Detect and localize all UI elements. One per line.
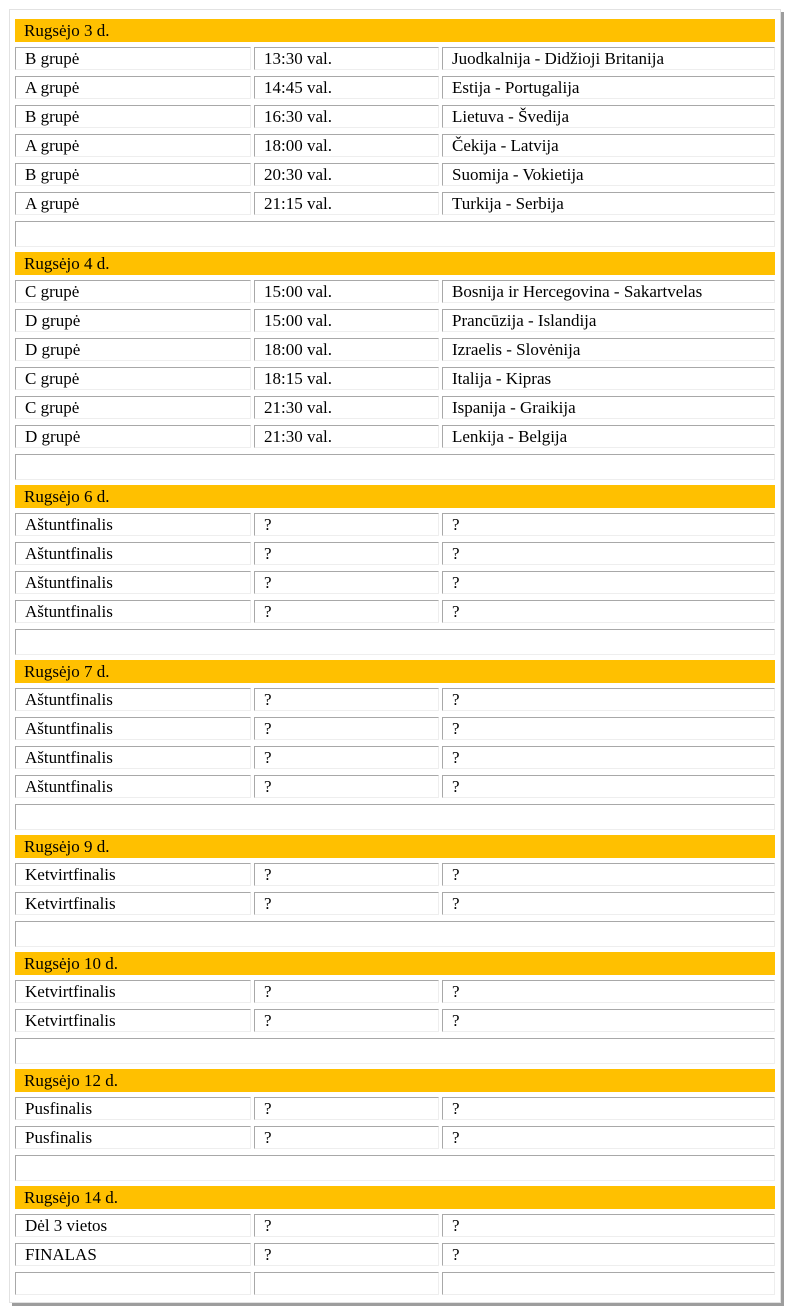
match-cell: ? <box>442 980 775 1003</box>
time-cell <box>254 1272 439 1295</box>
stage-cell: Ketvirtfinalis <box>15 892 251 915</box>
time-cell: 18:00 val. <box>254 338 439 361</box>
spacer-row <box>15 1038 775 1064</box>
match-cell: ? <box>442 1009 775 1032</box>
match-cell: ? <box>442 688 775 711</box>
table-row <box>15 338 775 361</box>
schedule-table <box>15 19 775 1301</box>
time-cell: 20:30 val. <box>254 163 439 186</box>
spacer-row <box>15 454 775 480</box>
match-cell: ? <box>442 542 775 565</box>
stage-cell: FINALAS <box>15 1243 251 1266</box>
stage-cell: Ketvirtfinalis <box>15 1009 251 1032</box>
match-cell: Bosnija ir Hercegovina - Sakartvelas <box>442 280 775 303</box>
table-row <box>15 1272 775 1295</box>
time-cell: 18:00 val. <box>254 134 439 157</box>
table-row <box>15 163 775 186</box>
match-cell: Italija - Kipras <box>442 367 775 390</box>
match-cell: Estija - Portugalija <box>442 76 775 99</box>
table-row <box>15 105 775 128</box>
table-row <box>15 425 775 448</box>
stage-cell: Aštuntfinalis <box>15 746 251 769</box>
table-row <box>15 717 775 740</box>
time-cell: ? <box>254 746 439 769</box>
table-row <box>15 688 775 711</box>
time-cell: ? <box>254 717 439 740</box>
page-frame <box>9 9 781 1303</box>
match-cell: Prancūzija - Islandija <box>442 309 775 332</box>
stage-cell: D grupė <box>15 338 251 361</box>
time-cell: ? <box>254 688 439 711</box>
table-row <box>15 192 775 215</box>
table-row <box>15 134 775 157</box>
match-cell: Lietuva - Švedija <box>442 105 775 128</box>
stage-cell: Ketvirtfinalis <box>15 980 251 1003</box>
match-cell: ? <box>442 717 775 740</box>
time-cell: ? <box>254 1009 439 1032</box>
stage-cell: Pusfinalis <box>15 1126 251 1149</box>
match-cell: ? <box>442 600 775 623</box>
table-row <box>15 775 775 798</box>
match-cell <box>442 1272 775 1295</box>
match-cell: ? <box>442 1126 775 1149</box>
stage-cell: Aštuntfinalis <box>15 542 251 565</box>
day-header: Rugsėjo 9 d. <box>15 835 775 858</box>
table-row <box>15 47 775 70</box>
stage-cell: A grupė <box>15 76 251 99</box>
time-cell: ? <box>254 892 439 915</box>
time-cell: ? <box>254 775 439 798</box>
table-row <box>15 600 775 623</box>
table-row <box>15 746 775 769</box>
stage-cell: Dėl 3 vietos <box>15 1214 251 1237</box>
day-header: Rugsėjo 4 d. <box>15 252 775 275</box>
table-row <box>15 571 775 594</box>
table-row <box>15 513 775 536</box>
match-cell: Ispanija - Graikija <box>442 396 775 419</box>
day-header: Rugsėjo 14 d. <box>15 1186 775 1209</box>
time-cell: ? <box>254 1243 439 1266</box>
time-cell: ? <box>254 513 439 536</box>
table-row <box>15 1126 775 1149</box>
time-cell: 14:45 val. <box>254 76 439 99</box>
stage-cell: Aštuntfinalis <box>15 600 251 623</box>
time-cell: 13:30 val. <box>254 47 439 70</box>
match-cell: ? <box>442 863 775 886</box>
stage-cell: D grupė <box>15 309 251 332</box>
match-cell: ? <box>442 571 775 594</box>
table-row <box>15 980 775 1003</box>
match-cell: Izraelis - Slovėnija <box>442 338 775 361</box>
stage-cell: Ketvirtfinalis <box>15 863 251 886</box>
stage-cell: B grupė <box>15 105 251 128</box>
match-cell: ? <box>442 1243 775 1266</box>
table-row <box>15 1214 775 1237</box>
stage-cell <box>15 1272 251 1295</box>
match-cell: Juodkalnija - Didžioji Britanija <box>442 47 775 70</box>
spacer-row <box>15 1155 775 1181</box>
stage-cell: Pusfinalis <box>15 1097 251 1120</box>
time-cell: ? <box>254 571 439 594</box>
match-cell: Čekija - Latvija <box>442 134 775 157</box>
day-header: Rugsėjo 7 d. <box>15 660 775 683</box>
time-cell: 21:15 val. <box>254 192 439 215</box>
time-cell: ? <box>254 1214 439 1237</box>
match-cell: Suomija - Vokietija <box>442 163 775 186</box>
day-header: Rugsėjo 12 d. <box>15 1069 775 1092</box>
spacer-row <box>15 804 775 830</box>
time-cell: 15:00 val. <box>254 280 439 303</box>
table-row <box>15 76 775 99</box>
table-row <box>15 396 775 419</box>
match-cell: ? <box>442 513 775 536</box>
stage-cell: B grupė <box>15 163 251 186</box>
spacer-row <box>15 221 775 247</box>
time-cell: 21:30 val. <box>254 396 439 419</box>
table-row <box>15 863 775 886</box>
table-row <box>15 1243 775 1266</box>
stage-cell: C grupė <box>15 280 251 303</box>
match-cell: ? <box>442 892 775 915</box>
time-cell: ? <box>254 1097 439 1120</box>
table-row <box>15 542 775 565</box>
time-cell: ? <box>254 542 439 565</box>
table-row <box>15 367 775 390</box>
stage-cell: Aštuntfinalis <box>15 513 251 536</box>
match-cell: ? <box>442 746 775 769</box>
stage-cell: C grupė <box>15 396 251 419</box>
time-cell: 21:30 val. <box>254 425 439 448</box>
spacer-row <box>15 921 775 947</box>
stage-cell: A grupė <box>15 134 251 157</box>
table-row <box>15 309 775 332</box>
day-header: Rugsėjo 10 d. <box>15 952 775 975</box>
time-cell: ? <box>254 1126 439 1149</box>
match-cell: ? <box>442 1097 775 1120</box>
stage-cell: Aštuntfinalis <box>15 717 251 740</box>
day-header: Rugsėjo 6 d. <box>15 485 775 508</box>
time-cell: 15:00 val. <box>254 309 439 332</box>
match-cell: ? <box>442 775 775 798</box>
spacer-row <box>15 629 775 655</box>
time-cell: ? <box>254 600 439 623</box>
table-row <box>15 1009 775 1032</box>
stage-cell: C grupė <box>15 367 251 390</box>
stage-cell: Aštuntfinalis <box>15 571 251 594</box>
table-row <box>15 892 775 915</box>
time-cell: ? <box>254 863 439 886</box>
match-cell: Lenkija - Belgija <box>442 425 775 448</box>
stage-cell: A grupė <box>15 192 251 215</box>
table-row <box>15 1097 775 1120</box>
match-cell: Turkija - Serbija <box>442 192 775 215</box>
stage-cell: D grupė <box>15 425 251 448</box>
time-cell: 18:15 val. <box>254 367 439 390</box>
table-row <box>15 280 775 303</box>
time-cell: ? <box>254 980 439 1003</box>
time-cell: 16:30 val. <box>254 105 439 128</box>
stage-cell: B grupė <box>15 47 251 70</box>
stage-cell: Aštuntfinalis <box>15 775 251 798</box>
match-cell: ? <box>442 1214 775 1237</box>
stage-cell: Aštuntfinalis <box>15 688 251 711</box>
day-header: Rugsėjo 3 d. <box>15 19 775 42</box>
